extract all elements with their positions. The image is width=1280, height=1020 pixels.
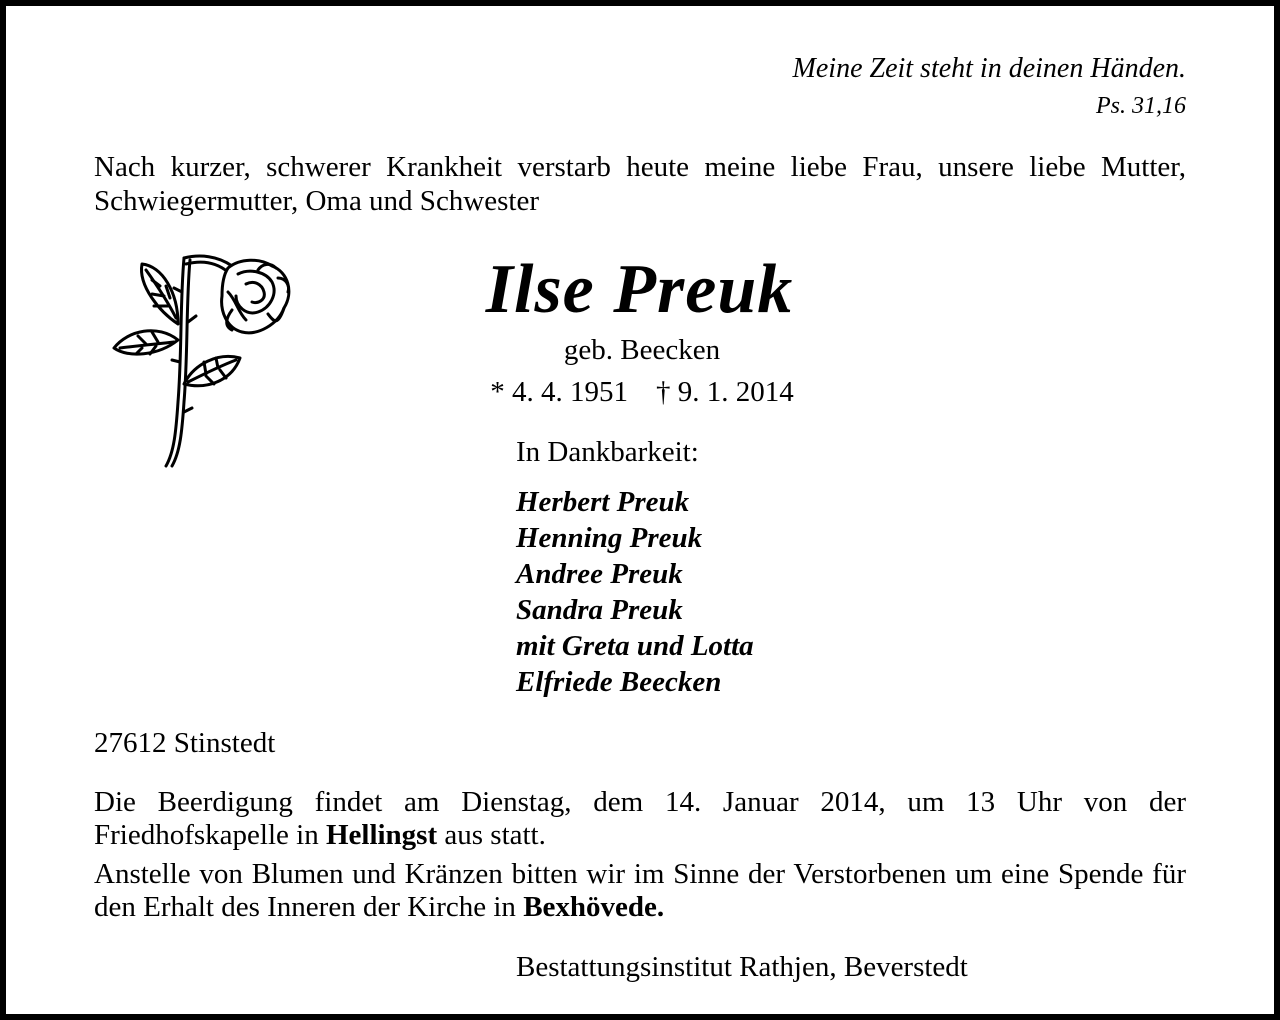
intro-text: Nach kurzer, schwerer Krankheit verstarb heute meine liebe Frau, unsere liebe Mutter, Schwiegermutter, Oma und Schwester (94, 151, 1186, 217)
funeral-info (94, 786, 1186, 852)
birth-date: * 4. 4. 1951 (490, 376, 628, 408)
thanks-label: In Dankbarkeit: (516, 436, 699, 468)
deceased-name (94, 250, 1187, 330)
death-date: † 9. 1. 2014 (656, 376, 794, 408)
family-member: Sandra Preuk (516, 594, 683, 626)
family-member: Andree Preuk (516, 558, 683, 590)
funeral-text-before: Die Beerdigung findet am Dienstag, dem 14. Januar 2014, um 13 Uhr von der Friedhofskapelle in (94, 786, 1186, 851)
life-dates (94, 376, 1190, 408)
motto-quote: Meine Zeit steht in deinen Händen. (792, 53, 1186, 84)
funeral-text-after: aus statt. (437, 819, 546, 851)
donation-info (94, 858, 1186, 924)
birth-name: geb. Beecken (563, 334, 721, 366)
donation-text-before: Anstelle von Blumen und Kränzen bitten wir im Sinne der Verstorbenen um eine Spende für den Erhalt des Inneren der Kirche in (94, 858, 1186, 923)
donation-place: Bexhövede. (523, 891, 665, 923)
family-member: Henning Preuk (516, 522, 703, 554)
family-member: mit Greta und Lotta (516, 630, 754, 662)
address: 27612 Stinstedt (94, 727, 276, 759)
family-list (516, 484, 754, 700)
family-member: Herbert Preuk (516, 486, 690, 518)
motto-reference: Ps. 31,16 (1096, 93, 1186, 119)
deceased-name-text: Ilse Preuk (485, 251, 794, 328)
funeral-place: Hellingst (325, 819, 438, 851)
family-member: Elfriede Beecken (516, 666, 722, 698)
undertaker: Bestattungsinstitut Rathjen, Beverstedt (516, 951, 968, 983)
